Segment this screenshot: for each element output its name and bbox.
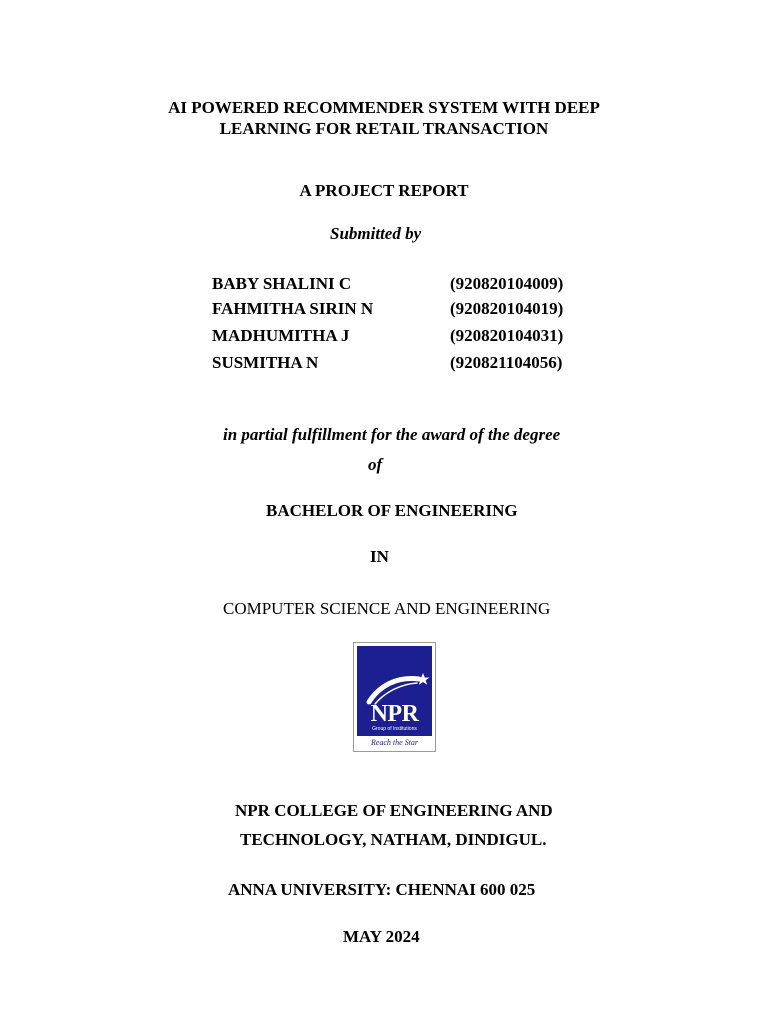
logo-panel (357, 646, 432, 736)
in-text: IN (370, 547, 389, 566)
degree-name: BACHELOR OF ENGINEERING (266, 501, 518, 520)
of-text: of (368, 455, 383, 474)
member-name: FAHMITHA SIRIN N (212, 299, 374, 318)
member-id: (920820104019) (450, 299, 564, 318)
university-name: ANNA UNIVERSITY: CHENNAI 600 025 (228, 880, 536, 899)
member-name: BABY SHALINI C (212, 274, 352, 293)
report-title (0, 97, 768, 139)
college-logo (353, 642, 436, 752)
logo-tagline: Reach the Star (370, 738, 419, 747)
college-name-line-1: NPR COLLEGE OF ENGINEERING AND (235, 801, 553, 820)
member-id: (920820104031) (450, 326, 564, 345)
report-date: MAY 2024 (343, 927, 420, 946)
report-title-line-2: LEARNING FOR RETAIL TRANSACTION (219, 119, 549, 138)
submitted-by-label: Submitted by (330, 224, 422, 243)
report-type: A PROJECT REPORT (299, 181, 469, 200)
logo-subtext: Group of Institutions (372, 726, 417, 732)
logo-text: NPR (370, 701, 419, 727)
report-title-line-1: AI POWERED RECOMMENDER SYSTEM WITH DEEP (168, 98, 600, 117)
member-name: MADHUMITHA J (212, 326, 350, 345)
college-name-line-2: TECHNOLOGY, NATHAM, DINDIGUL. (240, 830, 547, 849)
fulfillment-text: in partial fulfillment for the award of the degree (223, 425, 561, 444)
member-id: (920820104009) (450, 274, 564, 293)
department-name: COMPUTER SCIENCE AND ENGINEERING (223, 599, 551, 618)
member-name: SUSMITHA N (212, 353, 319, 372)
member-id: (920821104056) (450, 353, 563, 372)
